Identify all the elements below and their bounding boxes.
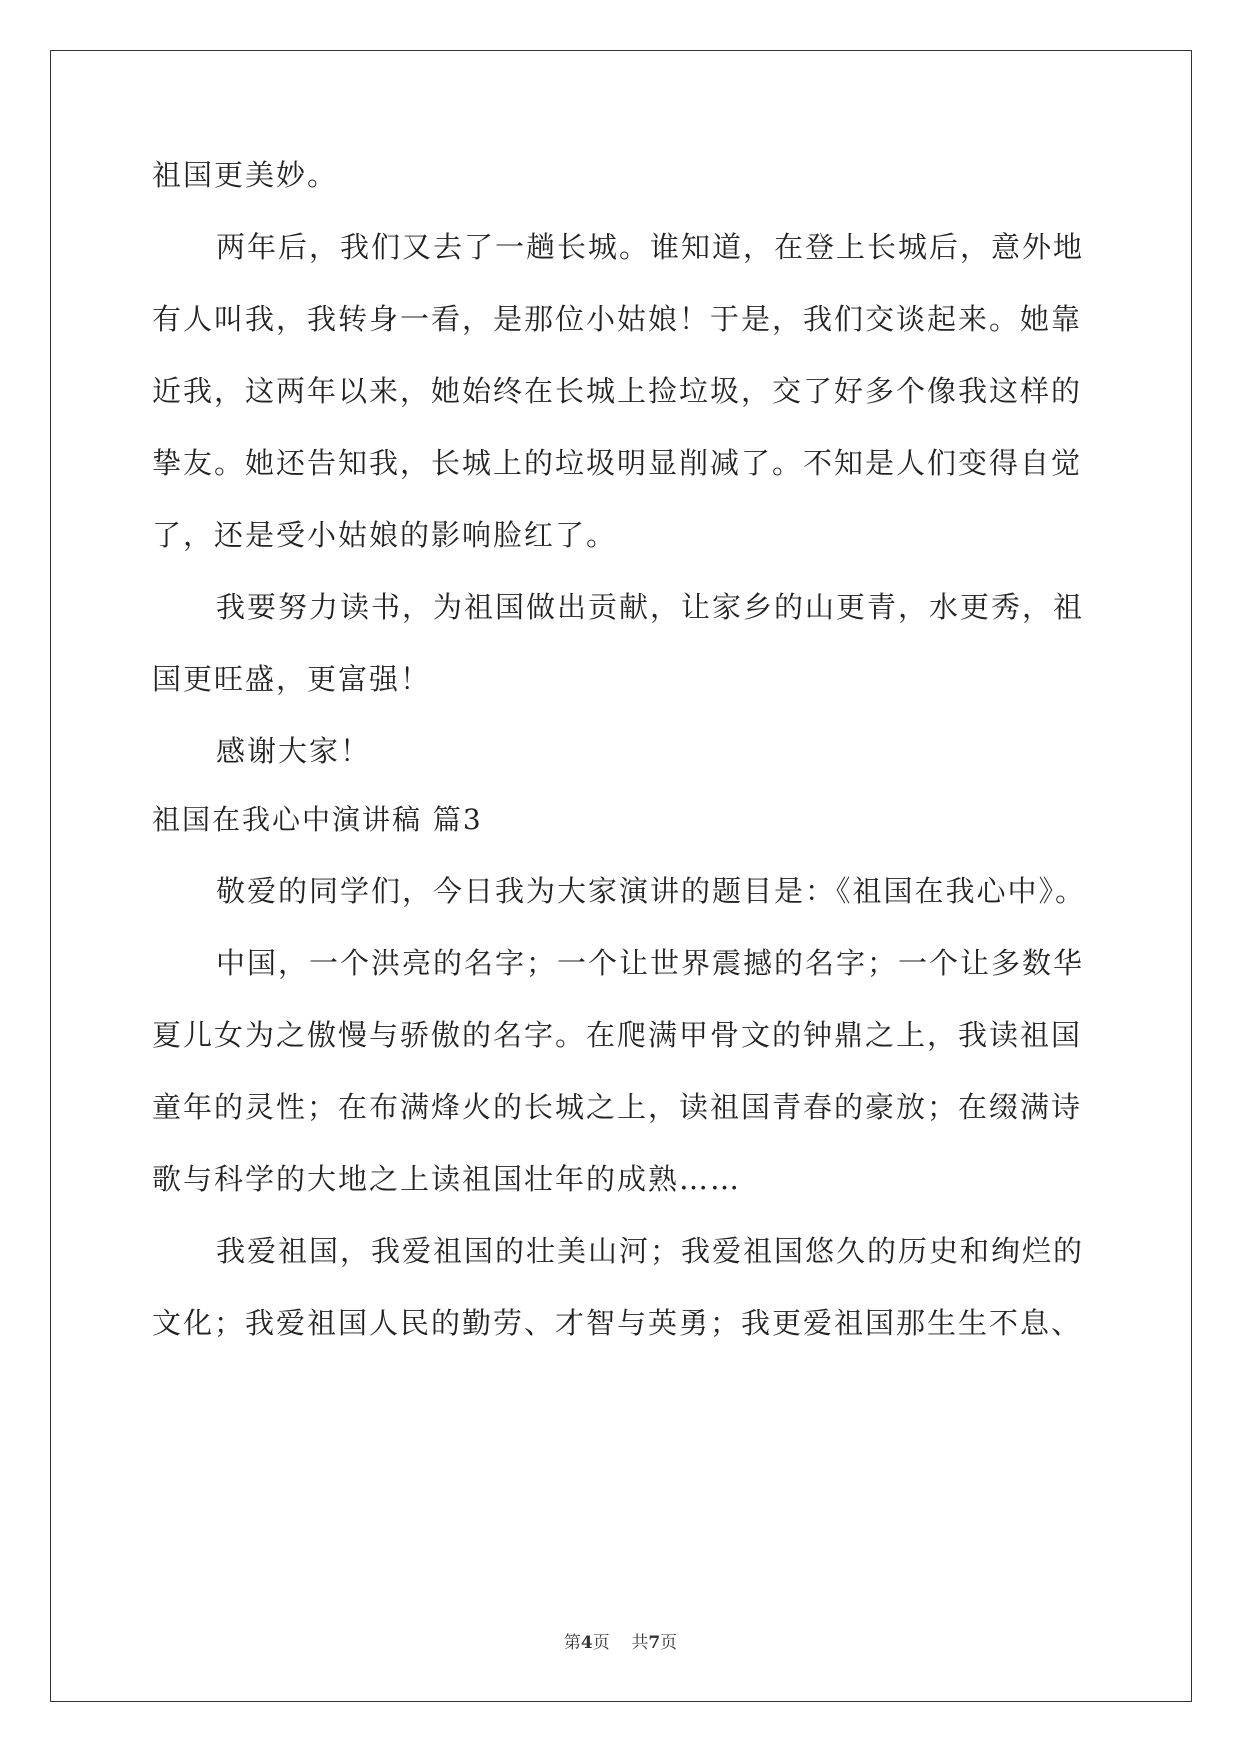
page-suffix: 页: [592, 1633, 610, 1653]
text-line: 了，还是受小姑娘的影响脸红了。: [152, 518, 618, 552]
page-footer: [0, 1628, 1241, 1653]
paragraph-line: 中国，一个洪亮的名字；一个让世界震撼的名字；一个让多数华: [216, 946, 1085, 980]
page-prefix: 第: [563, 1633, 581, 1653]
paragraph-line: 两年后，我们又去了一趟长城。谁知道，在登上长城后，意外地: [216, 230, 1085, 264]
text-line: 近我，这两年以来，她始终在长城上捡垃圾，交了好多个像我这样的: [152, 374, 1083, 408]
total-pages: 7: [648, 1633, 661, 1653]
text-line: 挚友。她还告知我，长城上的垃圾明显削减了。不知是人们变得自觉: [152, 446, 1083, 480]
paragraph-line: 敬爱的同学们，今日我为大家演讲的题目是：《祖国在我心中》。: [216, 874, 1087, 908]
text-line: 国更旺盛，更富强！: [152, 662, 432, 696]
text-line: 祖国更美妙。: [152, 158, 339, 192]
total-suffix: 页: [660, 1633, 678, 1653]
paragraph-line: 感谢大家！: [216, 734, 372, 768]
section-heading: 祖国在我心中演讲稿 篇3: [152, 803, 483, 836]
text-line: 童年的灵性；在布满烽火的长城之上，读祖国青春的豪放；在缀满诗: [152, 1090, 1083, 1124]
paragraph-line: 我要努力读书，为祖国做出贡献，让家乡的山更青，水更秀，祖: [216, 590, 1085, 624]
page-number: 4: [580, 1633, 593, 1653]
total-prefix: 共: [631, 1633, 649, 1653]
text-line: 夏儿女为之傲慢与骄傲的名字。在爬满甲骨文的钟鼎之上，我读祖国: [152, 1018, 1083, 1052]
paragraph-line: 我爱祖国，我爱祖国的壮美山河；我爱祖国悠久的历史和绚烂的: [216, 1234, 1085, 1268]
text-line: 歌与科学的大地之上读祖国壮年的成熟……: [152, 1162, 742, 1196]
text-line: 有人叫我，我转身一看，是那位小姑娘！于是，我们交谈起来。她靠: [152, 302, 1083, 336]
text-line: 文化；我爱祖国人民的勤劳、才智与英勇；我更爱祖国那生生不息、: [152, 1306, 1083, 1340]
